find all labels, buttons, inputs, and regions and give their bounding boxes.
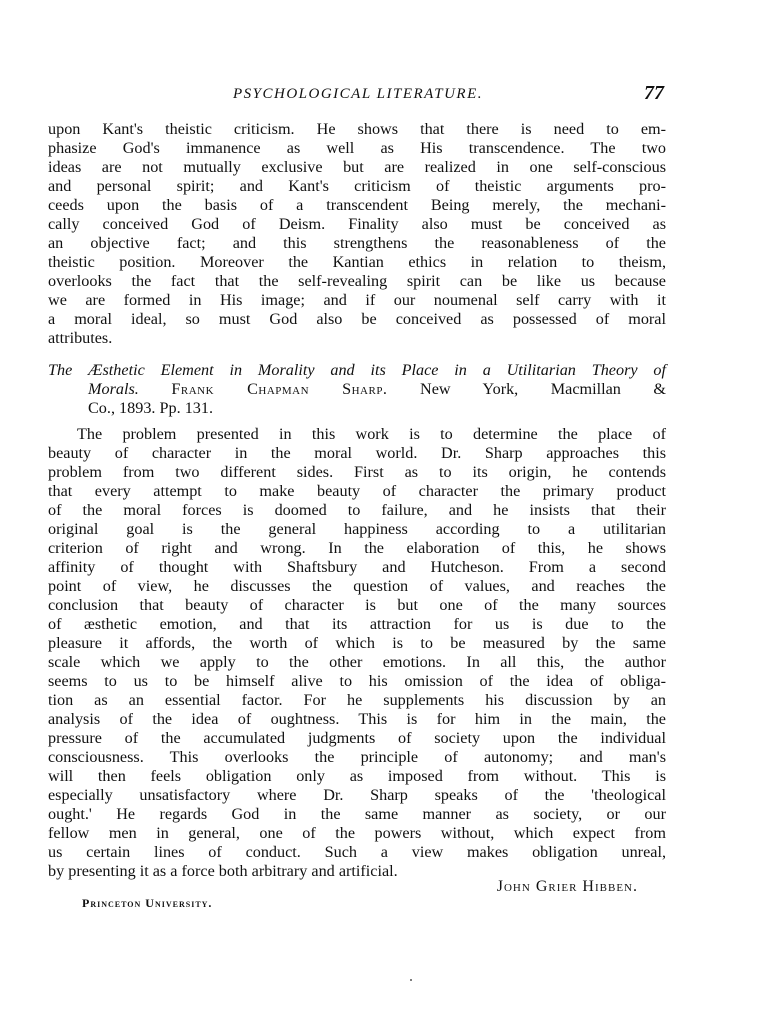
para2-line: especially unsatisfactory where Dr. Sharp speaks of the 'theological <box>48 786 666 804</box>
review-title-text: The Æsthetic Element in Morality and its Place in a Utilitarian Theory of <box>48 361 666 379</box>
para1-line: ideas are not mutually exclusive but are realized in one self-conscious <box>48 158 666 176</box>
para2-line: pressure of the accumulated judgments of society upon the individual <box>48 729 666 747</box>
para2-line: pleasure it affords, the worth of which is to be measured by the same <box>48 634 666 652</box>
para2-line: tion as an essential factor. For he supplements his discussion by an <box>48 691 666 709</box>
para2-line: us certain lines of conduct. Such a view makes obligation unreal, <box>48 843 666 861</box>
para2-line: of æsthetic emotion, and that its attraction for us is due to the <box>48 615 666 633</box>
para2-line: of the moral forces is doomed to failure, and he insists that their <box>48 501 666 519</box>
para1-line: attributes. <box>48 329 113 347</box>
para1-line: phasize God's immanence as well as His transcendence. The two <box>48 139 666 157</box>
para2-line: conclusion that beauty of character is but one of the many sources <box>48 596 666 614</box>
para2-line: analysis of the idea of oughtness. This is for him in the main, the <box>48 710 666 728</box>
author-signature: John Grier Hibben. <box>496 878 638 895</box>
para2-line: ought.' He regards God in the same manner as society, or our <box>48 805 666 823</box>
para2-line: consciousness. This overlooks the principle of autonomy; and man's <box>48 748 666 766</box>
para1-line: theistic position. Moreover the Kantian ethics in relation to theism, <box>48 253 666 271</box>
para2-line: criterion of right and wrong. In the elaboration of this, he shows <box>48 539 666 557</box>
para2-line: that every attempt to make beauty of character the primary product <box>48 482 666 500</box>
para2-line: fellow men in general, one of the powers without, which expect from <box>48 824 666 842</box>
para2-line: original goal is the general happiness according to a utilitarian <box>48 520 666 538</box>
para1-line: ceeds upon the basis of a transcendent Being merely, the mechani- <box>48 196 666 214</box>
running-head: PSYCHOLOGICAL LITERATURE. <box>232 86 484 102</box>
para2-line: scale which we apply to the other emotions. In all this, the author <box>48 653 666 671</box>
para1-line: an objective fact; and this strengthens the reasonableness of the <box>48 234 666 252</box>
para1-line: overlooks the fact that the self-revealing spirit can be like us because <box>48 272 666 290</box>
review-pub-info: Co., 1893. Pp. 131. <box>88 399 214 417</box>
para1-line: upon Kant's theistic criticism. He shows that there is need to em- <box>48 120 666 138</box>
para2-line: point of view, he discusses the question of values, and reaches the <box>48 577 666 595</box>
para1-line: cally conceived God of Deism. Finality also must be conceived as <box>48 215 666 233</box>
para2-line: problem from two different sides. First as to its origin, he contends <box>48 463 666 481</box>
para1-line: we are formed in His image; and if our noumenal self carry with it <box>48 291 666 309</box>
para1-line: and personal spirit; and Kant's criticism of theistic arguments pro- <box>48 177 666 195</box>
author-affiliation: Princeton University. <box>82 896 213 910</box>
page-number: 77 <box>644 82 664 104</box>
para2-line: affinity of thought with Shaftsbury and Hutcheson. From a second <box>48 558 666 576</box>
para2-line: The problem presented in this work is to determine the place of <box>77 425 666 443</box>
para1-line: a moral ideal, so must God also be conceived as possessed of moral <box>48 310 666 328</box>
para2-line: seems to us to be himself alive to his omission of the idea of obliga- <box>48 672 666 690</box>
stray-mark <box>410 979 412 981</box>
para2-line: beauty of character in the moral world. Dr. Sharp approaches this <box>48 444 666 462</box>
review-author: Frank Chapman Sharp. <box>171 380 388 398</box>
review-title-end: Morals. <box>88 380 139 398</box>
para2-line: will then feels obligation only as imposed from without. This is <box>48 767 666 785</box>
review-publisher: New York, Macmillan & <box>420 380 667 398</box>
review-title <box>48 361 666 380</box>
review-title-line2 <box>88 380 666 399</box>
page-header <box>48 82 668 108</box>
para2-line: by presenting it as a force both arbitrary and artificial. <box>48 862 398 880</box>
